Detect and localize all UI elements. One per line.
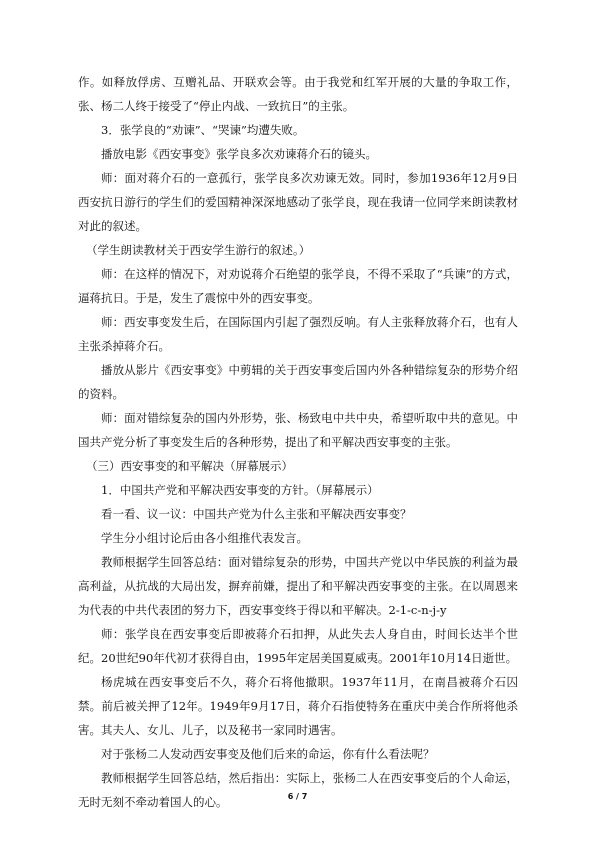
paragraph: （学生朗读教材关于西安学生游行的叙述。）: [86, 243, 311, 257]
paragraph: 对于张杨二人发动西安事变及他们后来的命运，你有什么看法呢？: [101, 747, 435, 761]
paragraph: 播放电影《西安事变》张学良多次劝谏蒋介石的镜头。: [101, 147, 377, 161]
paragraph: 3．张学良的“劝谏”、“哭谏”均遭失败。: [101, 123, 305, 137]
paragraph: 师：在这样的情况下，对劝说蒋介石绝望的张学良，不得不采取了“兵谏”的方式，逼蒋抗日。于是，发生了震惊中外的西安事变。: [78, 267, 518, 305]
paragraph: 师：面对错综复杂的国内外形势，张、杨致电中共中央，希望听取中共的意见。中国共产党分析了事变发生后的各种形势，提出了和平解决西安事变的主张。: [78, 411, 518, 449]
paragraph: 杨虎城在西安事变后不久，蒋介石将他撤职。1937年11月，在南昌被蒋介石囚禁。前后被关押了12年。1949年9月17日，蒋介石指使特务在重庆中美合作所将他杀害。其夫人、女儿、儿子，以及秘书一家同时遇害。: [78, 675, 518, 737]
paragraph: 教师根据学生回答总结：面对错综复杂的形势，中国共产党以中华民族的利益为最高利益，从抗战的大局出发，摒弃前嫌，提出了和平解决西安事变的主张。在以周恩来为代表的中共代表团的努力下，西安事变终于得以和平解决。2-1-c-n-j-y: [78, 555, 518, 617]
paragraph: 1．中国共产党和平解决西安事变的方针。（屏幕展示）: [101, 483, 379, 497]
page-number: 6 / 7: [287, 792, 308, 801]
paragraph: （三）西安事变的和平解决（屏幕展示）: [86, 459, 293, 473]
paragraph: 播放从影片《西安事变》中剪辑的关于西安事变后国内外各种错综复杂的形势介绍的资料。: [78, 363, 518, 401]
paragraph: 作。如释放俘虏、互赠礼品、开联欢会等。由于我党和红军开展的大量的争取工作，张、杨二人终于接受了“停止内战、一致抗日”的主张。: [78, 75, 518, 113]
paragraph: 师：面对蒋介石的一意孤行，张学良多次劝谏无效。同时，参加1936年12月9日西安抗日游行的学生们的爱国精神深深地感动了张学良，现在我请一位同学来朗读教材对此的叙述。: [78, 171, 518, 233]
paragraph: 师：西安事变发生后，在国际国内引起了强烈反响。有人主张释放蒋介石，也有人主张杀掉蒋介石。: [78, 315, 518, 353]
paragraph: 师：张学良在西安事变后即被蒋介石扣押，从此失去人身自由，时间长达半个世纪。20世纪90年代初才获得自由，1995年定居美国夏威夷。2001年10月14日逝世。: [78, 627, 518, 665]
paragraph: 教师根据学生回答总结，然后指出：实际上，张杨二人在西安事变后的个人命运，无时无刻不牵动着国人的心。: [78, 771, 518, 809]
paragraph: 学生分小组讨论后由各小组推代表发言。: [101, 531, 308, 545]
paragraph: 看一看、议一议：中国共产党为什么主张和平解决西安事变？: [101, 507, 412, 521]
document-body: [78, 70, 518, 814]
